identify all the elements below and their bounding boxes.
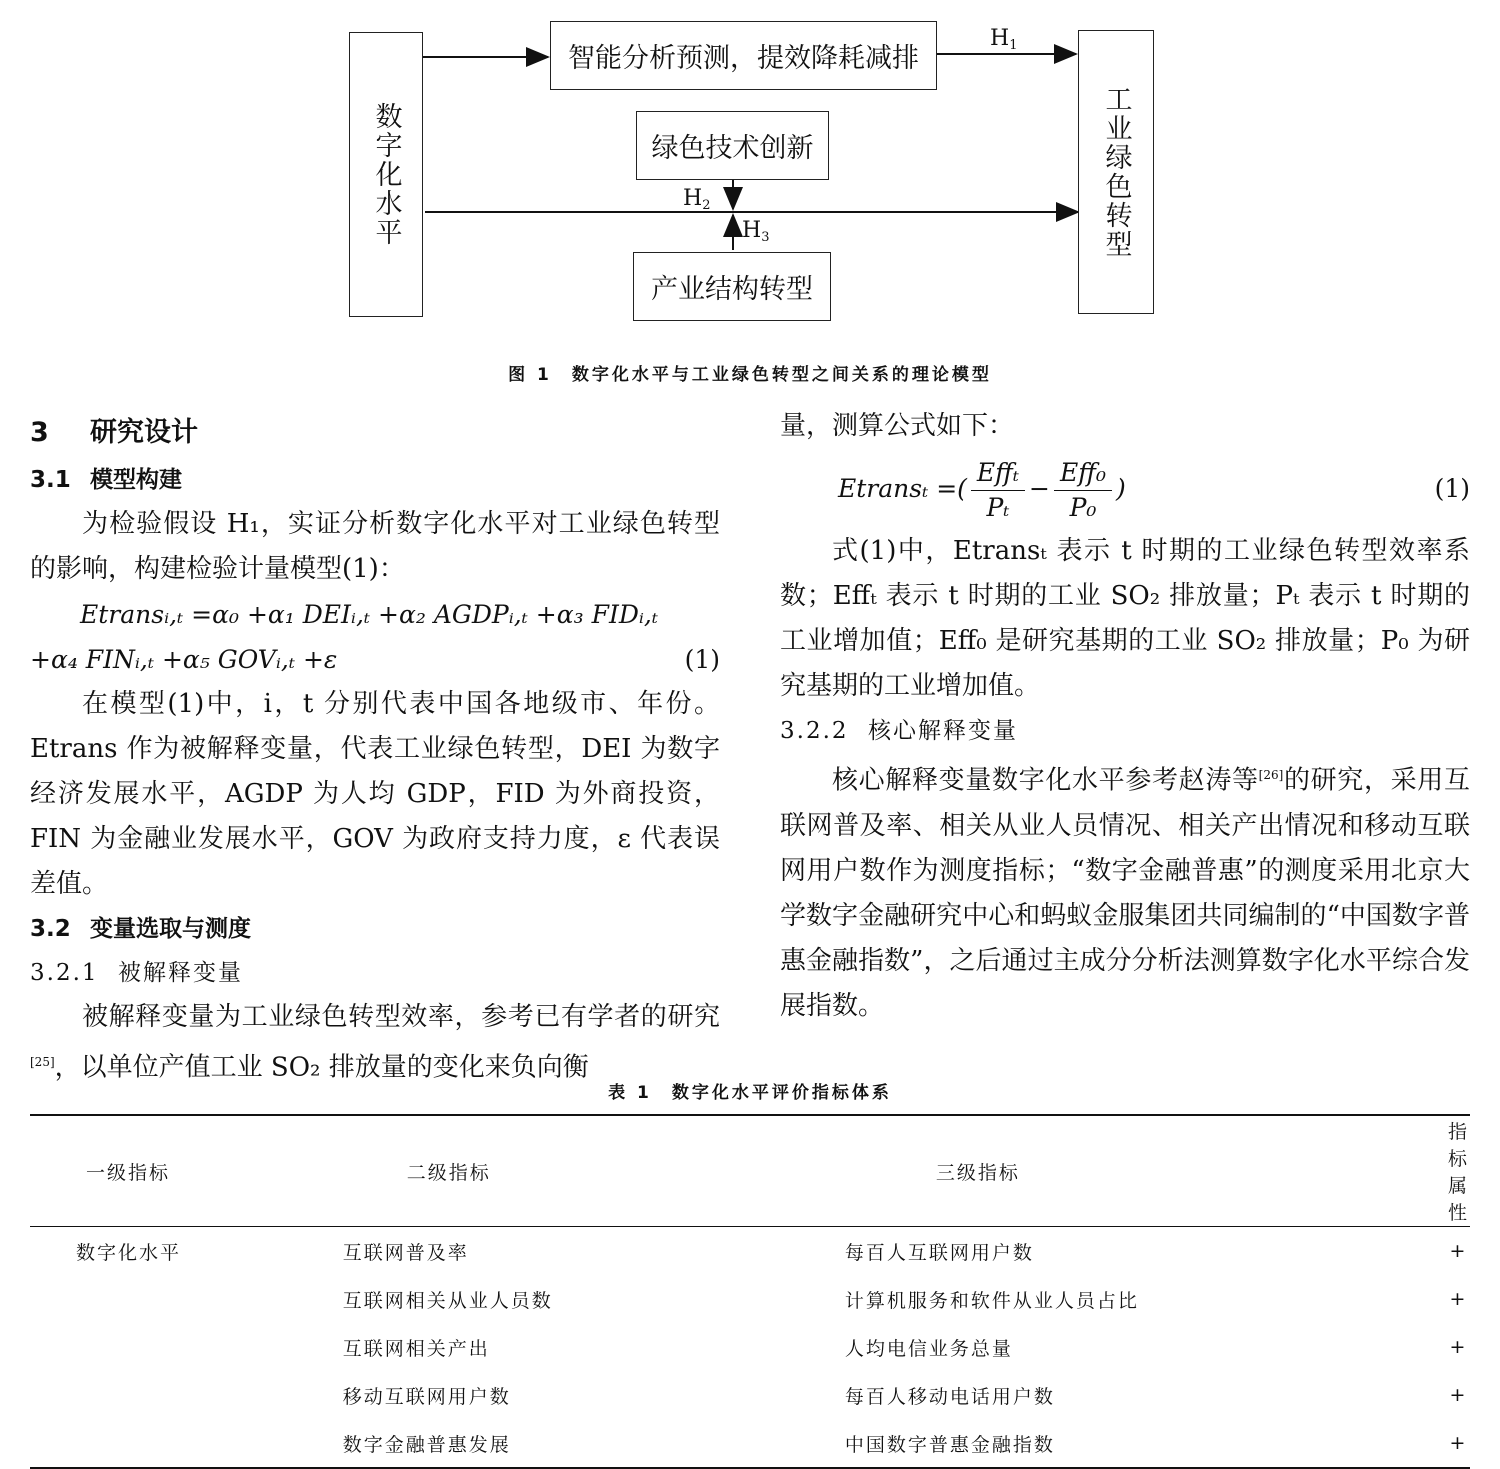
header-attribute: 指标属性 — [1447, 1121, 1469, 1224]
table-cell: 中国数字普惠金融指数 — [844, 1433, 1055, 1456]
paragraph-formula-intro: 量，测算公式如下： — [780, 411, 1015, 441]
equation-etrans: Etransₜ =( $\frac{\text{Effₜ}}{\text{Pₜ}}$ − $\frac{\text{Eff₀}}{\text{P₀}}$ ) (1) — [780, 449, 1470, 529]
table-row — [30, 1227, 1470, 1276]
citation-25: [25] — [30, 1055, 55, 1069]
table-cell: 数字金融普惠发展 — [342, 1433, 511, 1456]
box-digital-level: 数字化水平 — [349, 32, 423, 317]
figure-caption: 图 1 数字化水平与工业绿色转型之间关系的理论模型 — [508, 365, 992, 385]
table-cell: + — [1449, 1240, 1468, 1262]
left-column — [30, 408, 720, 1091]
paragraph-formula-explanation: 式(1)中，Etransₜ 表示 t 时期的工业绿色转型效率系数；Effₜ 表示 t 时期的工业 SO₂ 排放量；Pₜ 表示 t 时期的工业增加值；Eff₀ 是研究基期的工业 SO₂ 排放量；P₀ 为研究基期的工业增加值。 — [780, 536, 1470, 701]
table-cell — [30, 1323, 307, 1371]
fraction-eff-0: $\frac{\text{Eff₀}}{\text{P₀}}$ — [1054, 456, 1112, 525]
section-3-1-heading: 3.1 模型构建 — [30, 467, 182, 493]
equation-1-line-2: +α₄ FINᵢ,ₜ +α₅ GOVᵢ,ₜ +ε (1) — [30, 637, 720, 682]
table-cell: + — [1449, 1336, 1468, 1358]
box-green-tech-innovation: 绿色技术创新 — [636, 111, 829, 180]
table-cell — [30, 1371, 307, 1419]
table-cell: 互联网相关从业人员数 — [342, 1289, 553, 1312]
table-cell: 人均电信业务总量 — [844, 1337, 1013, 1360]
table-cell: 互联网普及率 — [342, 1241, 469, 1264]
indicator-table — [30, 1114, 1470, 1469]
paragraph-model-intro: 为检验假设 H₁，实证分析数字化水平对工业绿色转型的影响，构建检验计量模型(1)： — [30, 509, 720, 584]
table-row — [30, 1275, 1470, 1323]
table-cell: + — [1449, 1432, 1468, 1454]
table-row — [30, 1419, 1470, 1468]
table-cell: 计算机服务和软件从业人员占比 — [844, 1289, 1139, 1312]
table-cell — [30, 1275, 307, 1323]
table-cell: 移动互联网用户数 — [342, 1385, 511, 1408]
section-3-2-heading: 3.2 变量选取与测度 — [30, 916, 251, 942]
table-cell: + — [1449, 1384, 1468, 1406]
section-3-2-1-heading: 3.2.1 被解释变量 — [30, 960, 243, 986]
citation-26: [26] — [1258, 768, 1284, 782]
box-smart-analysis: 智能分析预测，提效降耗减排 — [550, 21, 937, 90]
table-cell: + — [1449, 1288, 1468, 1310]
table-cell: 每百人互联网用户数 — [844, 1241, 1034, 1264]
box-industrial-structure: 产业结构转型 — [633, 252, 831, 321]
equation-1-line-1: Etransᵢ,ₜ =α₀ +α₁ DEIᵢ,ₜ +α₂ AGDPᵢ,ₜ +α₃ FIDᵢ,ₜ — [80, 600, 659, 629]
box-industrial-green-transformation: 工业绿色转型 — [1078, 30, 1154, 314]
label-h3: $H_3$ — [742, 218, 770, 245]
table-cell — [30, 1419, 307, 1468]
header-level-3: 三级指标 — [935, 1161, 1020, 1184]
label-h1: $H_1$ — [990, 26, 1018, 53]
paragraph-variables: 在模型(1)中，i，t 分别代表中国各地级市、年份。Etrans 作为被解释变量，代表工业绿色转型，DEI 为数字经济发展水平，AGDP 为人均 GDP，FID 为外商投资，FIN 为金融业发展水平，GOV 为政府支持力度，ε 代表误差值。 — [30, 689, 720, 899]
table-caption: 表 1 数字化水平评价指标体系 — [608, 1083, 892, 1103]
label-h2: $H_2$ — [683, 186, 711, 213]
paragraph-core-variable: 核心解释变量数字化水平参考赵涛等[26]的研究，采用互联网普及率、相关从业人员情况、相关产出情况和移动互联网用户数作为测度指标；“数字金融普惠”的测度采用北京大学数字金融研究中心和蚂蚁金服集团共同编制的“中国数字普惠金融指数”，之后通过主成分分析法测算数字化水平综合发展指数。 — [780, 765, 1470, 1021]
header-level-2: 二级指标 — [406, 1161, 491, 1184]
table-header-row — [30, 1115, 1470, 1227]
fraction-eff-t: $\frac{\text{Effₜ}}{\text{Pₜ}}$ — [971, 456, 1025, 525]
table-cell: 数字化水平 — [76, 1241, 182, 1264]
equation-number: (1) — [1434, 474, 1470, 503]
table-cell: 互联网相关产出 — [342, 1337, 490, 1360]
table-row — [30, 1323, 1470, 1371]
table-cell: 每百人移动电话用户数 — [844, 1385, 1055, 1408]
paragraph-dependent-variable: 被解释变量为工业绿色转型效率，参考已有学者的研究[25]，以单位产值工业 SO₂ 排放量的变化来负向衡 — [30, 1002, 720, 1083]
right-column — [780, 404, 1470, 1029]
header-level-1: 一级指标 — [86, 1161, 171, 1184]
section-3-heading: 3 研究设计 — [30, 417, 198, 448]
section-3-2-2-heading: 3.2.2 核心解释变量 — [780, 718, 1018, 744]
table-row — [30, 1371, 1470, 1419]
equation-1-number: (1) — [684, 645, 720, 674]
